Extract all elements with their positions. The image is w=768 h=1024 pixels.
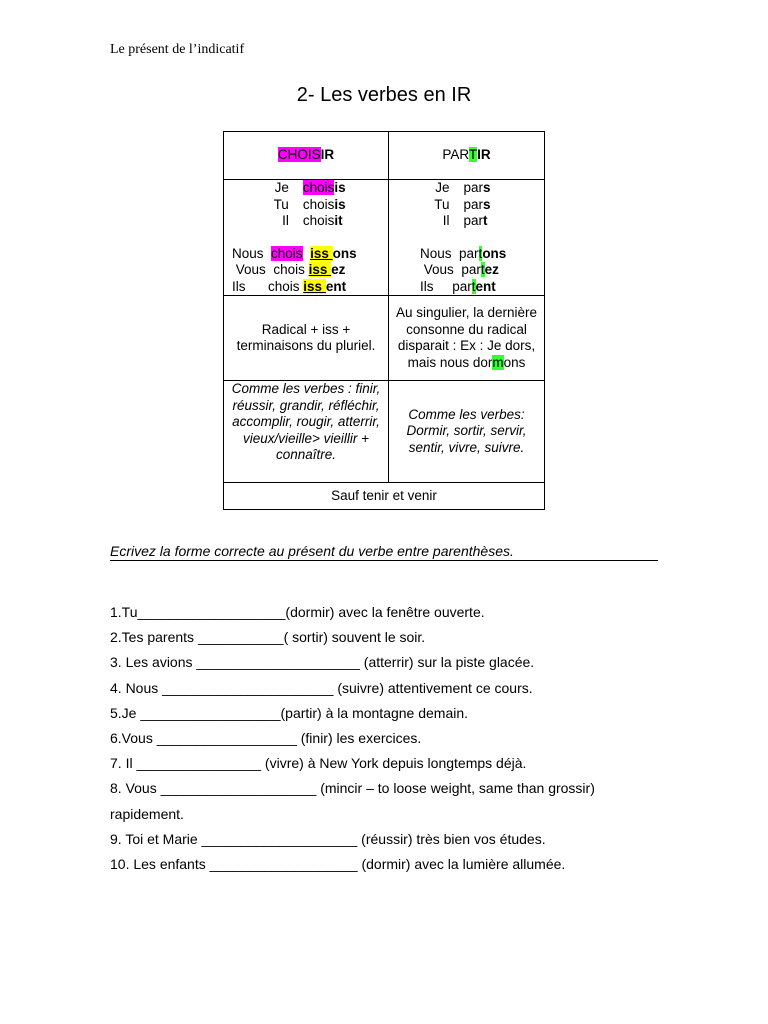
like-choisir-text: Comme les verbes : finir, réussir, grandir, réfléchir, accomplir, rougir, atterrir, vieux/vieille> vieillir + connaître. xyxy=(231,381,381,462)
stem-t: t xyxy=(471,278,476,294)
exercise-item: 3. Les avions _____________________ (atterrir) sur la piste glacée. xyxy=(110,654,535,671)
ending: is xyxy=(334,180,346,195)
infix: iss xyxy=(308,262,332,277)
verb-partir-header xyxy=(389,132,545,180)
pronoun: Tu xyxy=(434,196,450,212)
partir-ending: IR xyxy=(477,147,491,163)
partir-stem: PAR xyxy=(442,147,469,163)
exercise-list xyxy=(110,600,670,877)
rule-partir-end: ons xyxy=(503,354,526,370)
pronoun: Il xyxy=(282,213,289,228)
ending: ent xyxy=(475,278,496,294)
pronoun: Ils xyxy=(420,278,434,294)
choisir-stem: CHOIS xyxy=(277,147,321,163)
rule-choisir-text: Radical + iss + terminaisons du pluriel. xyxy=(236,321,376,353)
stem: par xyxy=(463,213,484,228)
exercise-item: 5.Je __________________(partir) à la montagne demain. xyxy=(110,704,469,721)
exception-text: Sauf tenir et venir xyxy=(331,487,437,503)
stem: chois xyxy=(273,262,305,277)
stem: chois xyxy=(302,196,335,212)
conjugation-table xyxy=(223,131,545,510)
pronoun: Vous xyxy=(423,262,454,277)
pronoun: Nous xyxy=(420,245,452,261)
partir-forms xyxy=(389,180,545,296)
stem: chois xyxy=(302,213,335,228)
rule-partir-highlight: m xyxy=(492,354,504,370)
rule-choisir xyxy=(224,296,389,381)
stem: chois xyxy=(302,180,335,195)
ending: s xyxy=(483,196,491,212)
ending: it xyxy=(334,213,343,228)
rule-partir-text: Au singulier, la dernière consonne du radical disparait : Ex : Je dors, mais nous dor xyxy=(395,305,538,370)
pronoun: Ils xyxy=(232,278,246,294)
like-choisir xyxy=(224,381,389,483)
ending: t xyxy=(483,213,488,228)
ending: s xyxy=(483,180,491,195)
stem: par xyxy=(463,180,484,195)
verb-choisir-header xyxy=(224,132,389,180)
exercise-item: 7. Il ________________ (vivre) à New York depuis longtemps déjà. xyxy=(110,755,527,772)
like-partir-text: Comme les verbes: Dormir, sortir, servir, sentir, vivre, suivre. xyxy=(406,406,527,455)
exercise-instruction: Ecrivez la forme correcte au présent du verbe entre parenthèses. xyxy=(110,543,658,561)
stem: chois xyxy=(268,278,300,294)
pronoun: Je xyxy=(435,180,450,195)
pronoun: Tu xyxy=(273,196,289,212)
stem: par xyxy=(463,196,484,212)
pronoun: Il xyxy=(442,213,450,228)
stem: par xyxy=(459,245,479,261)
pronoun: Vous xyxy=(235,262,266,277)
stem-t: t xyxy=(478,245,483,261)
infix: iss xyxy=(310,245,333,261)
exercise-item: 8. Vous ____________________ (mincir – to loose weight, same than grossir) xyxy=(110,780,595,797)
ending: ez xyxy=(484,262,499,277)
stem: par xyxy=(461,262,481,277)
page-title: 2- Les verbes en IR xyxy=(296,84,472,106)
stem: chois xyxy=(271,245,303,261)
exercise-item: 4. Nous ______________________ (suivre) attentivement ce cours. xyxy=(110,679,533,696)
ending: ons xyxy=(482,245,507,261)
choisir-ending: IR xyxy=(320,147,335,163)
ending: ent xyxy=(325,278,347,294)
ending: ez xyxy=(331,262,346,277)
pronoun: Nous xyxy=(232,245,264,261)
partir-stem-t: T xyxy=(468,147,478,163)
stem-t: t xyxy=(480,262,485,277)
infix: iss xyxy=(303,278,326,294)
choisir-forms xyxy=(224,180,389,296)
exercise-item: 10. Les enfants ___________________ (dormir) avec la lumière allumée. xyxy=(110,856,566,873)
exercise-item-continued: rapidement. xyxy=(110,805,184,822)
exercise-item: 9. Toi et Marie ____________________ (réussir) très bien vos études. xyxy=(110,830,546,847)
exercise-item: 1.Tu___________________(dormir) avec la fenêtre ouverte. xyxy=(110,604,485,620)
exercise-item: 2.Tes parents ___________( sortir) souvent le soir. xyxy=(110,629,426,646)
ending: ons xyxy=(332,245,357,261)
rule-partir xyxy=(389,296,545,381)
pronoun: Je xyxy=(274,180,289,195)
exercise-item: 6.Vous __________________ (finir) les exercices. xyxy=(110,730,422,747)
page-header: Le présent de l’indicatif xyxy=(110,42,245,57)
like-partir xyxy=(389,381,545,483)
ending: is xyxy=(334,196,346,212)
exception-row xyxy=(224,483,545,510)
stem: par xyxy=(452,278,472,294)
